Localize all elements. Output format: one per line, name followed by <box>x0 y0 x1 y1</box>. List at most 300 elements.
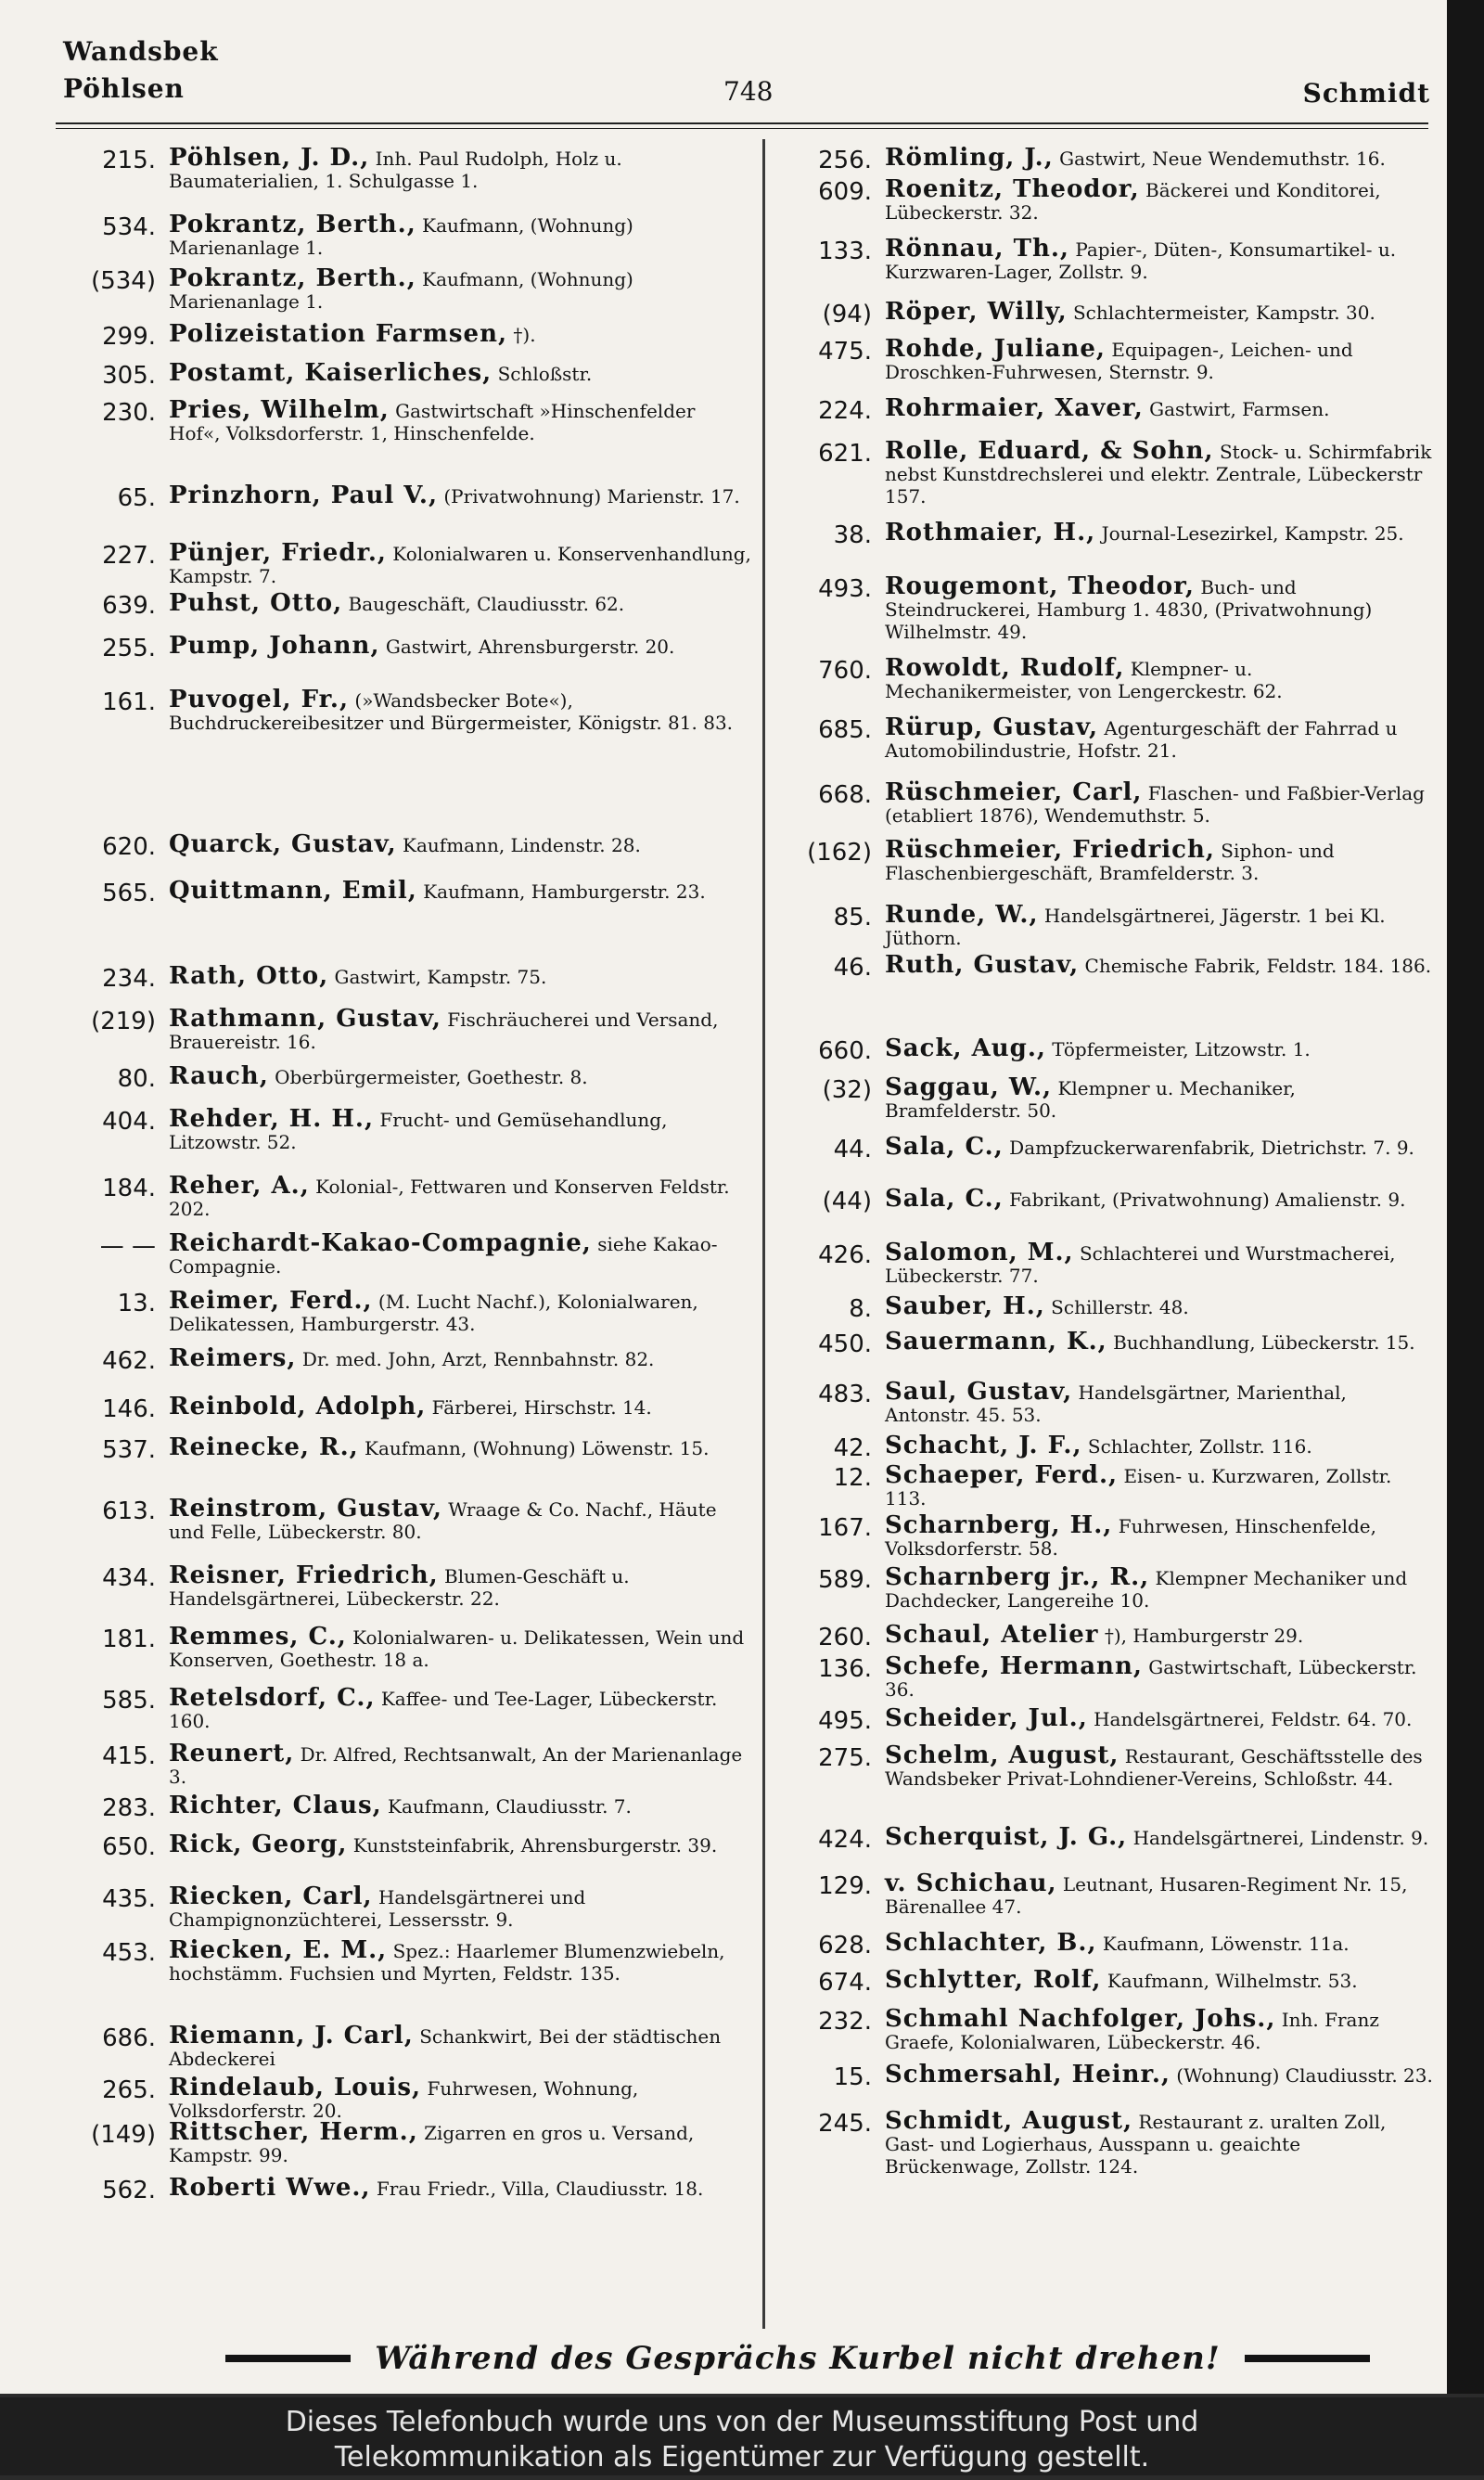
subscriber-name: Sack, Aug., <box>885 1034 1046 1062</box>
entry-text <box>885 2005 1438 2053</box>
entry-text <box>169 264 751 313</box>
directory-entry <box>772 654 1438 702</box>
subscriber-details: Restaurant z. uralten Zoll, Gast- und Logierhaus, Ausspann u. geaichte Brückenwage, Zollstr. 124. <box>885 2111 1387 2178</box>
directory-entry <box>56 1625 751 1671</box>
phone-number: 232. <box>818 2008 872 2036</box>
phone-number: 424. <box>818 1826 872 1854</box>
phone-number: 404. <box>102 1108 156 1136</box>
directory-entry <box>56 2174 751 2204</box>
subscriber-name: Schmidt, August, <box>885 2107 1133 2135</box>
entry-text <box>169 589 751 620</box>
entry-text <box>169 1229 751 1278</box>
directory-entry <box>772 175 1438 224</box>
phone-number: 453. <box>102 1939 156 1967</box>
subscriber-details: Gastwirt, Neue Wendemuthstr. 16. <box>1053 148 1386 170</box>
phone-number: (534) <box>91 267 156 295</box>
subscriber-name: Reinbold, Adolph, <box>169 1393 427 1420</box>
entry-text <box>169 2118 751 2166</box>
directory-entry <box>772 437 1438 508</box>
subscriber-name: Rohrmaier, Xaver, <box>885 394 1144 422</box>
entry-text <box>885 1621 1438 1651</box>
subscriber-details: Flaschen- und Faßbier-Verlag (etabliert 1876), Wendemuthstr. 5. <box>885 782 1425 827</box>
subscriber-details: Färberei, Hirschstr. 14. <box>426 1396 652 1419</box>
phone-number: 562. <box>102 2177 156 2204</box>
entry-text <box>169 213 751 259</box>
subscriber-details: Schlachter, Zollstr. 116. <box>1081 1435 1312 1458</box>
entry-text <box>169 1882 751 1931</box>
entry-text <box>169 1287 751 1335</box>
subscriber-name: Pump, Johann, <box>169 632 380 660</box>
subscriber-details: Schankwirt, Bei der städtischen Abdeckerei <box>169 2025 722 2070</box>
entry-text <box>885 836 1438 884</box>
subscriber-details: Inh. Paul Rudolph, Holz u. Baumaterialien, 1. Schulgasse 1. <box>169 148 622 192</box>
subscriber-details: Fuhrwesen, Wohnung, Volksdorferstr. 20. <box>169 2077 639 2122</box>
phone-number: 435. <box>102 1885 156 1913</box>
phone-number: (162) <box>807 839 872 867</box>
subscriber-details: Kunststeinfabrik, Ahrensburgerstr. 39. <box>347 1834 718 1857</box>
directory-entry <box>56 1742 751 1788</box>
directory-entry <box>56 1433 751 1464</box>
credit-notice <box>0 2397 1484 2475</box>
subscriber-name: Schacht, J. F., <box>885 1432 1082 1459</box>
entry-text <box>885 1511 1438 1560</box>
phone-number: 167. <box>818 1514 872 1542</box>
entry-text <box>885 437 1438 508</box>
entry-text <box>885 901 1438 949</box>
directory-entry <box>772 1292 1438 1323</box>
directory-entry <box>772 1741 1438 1790</box>
directory-entry <box>772 1034 1438 1065</box>
subscriber-name: Rath, Otto, <box>169 962 329 990</box>
directory-entry <box>56 830 751 861</box>
directory-entry <box>772 1511 1438 1560</box>
subscriber-name: Pries, Wilhelm, <box>169 396 390 424</box>
entry-text <box>169 1684 751 1732</box>
phone-number: 415. <box>102 1742 156 1770</box>
phone-number: 760. <box>818 657 872 685</box>
subscriber-details: Oberbürgermeister, Goethestr. 8. <box>268 1066 588 1088</box>
subscriber-details: Klempner- u. Mechanikermeister, von Lengerckestr. 62. <box>885 658 1283 702</box>
entry-text <box>885 1704 1438 1735</box>
directory-entry <box>56 962 751 993</box>
phone-number: 299. <box>102 323 156 351</box>
subscriber-details: (Wohnung) Claudiusstr. 23. <box>1170 2064 1433 2087</box>
subscriber-name: Reimer, Ferd., <box>169 1287 373 1315</box>
subscriber-details: Kaufmann, Löwenstr. 11a. <box>1096 1933 1350 1955</box>
directory-entry <box>772 298 1438 328</box>
entry-text <box>885 1929 1438 1960</box>
phone-number: 12. <box>833 1464 872 1492</box>
entry-text <box>885 1563 1438 1612</box>
subscriber-name: Rittscher, Herm., <box>169 2118 418 2146</box>
entry-text <box>885 335 1438 383</box>
banner-bar-left <box>225 2355 351 2362</box>
subscriber-name: Schaeper, Ferd., <box>885 1461 1119 1489</box>
subscriber-details: Schlachterei und Wurstmacherei, Lübeckerstr. 77. <box>885 1242 1396 1287</box>
phone-number: 224. <box>818 397 872 425</box>
directory-entry <box>772 1966 1438 1997</box>
entry-text <box>169 1172 751 1220</box>
footer-slogan: Während des Gesprächs Kurbel nicht drehen! <box>375 2340 1221 2377</box>
subscriber-details: Buchhandlung, Lübeckerstr. 15. <box>1107 1331 1415 1354</box>
subscriber-details: Handelsgärtner, Marienthal, Antonstr. 45. 53. <box>885 1381 1347 1426</box>
phone-number: (32) <box>822 1076 872 1104</box>
phone-number: 613. <box>102 1497 156 1525</box>
subscriber-details: Gastwirt, Ahrensburgerstr. 20. <box>379 636 675 658</box>
phone-number: 85. <box>833 904 872 932</box>
entry-text <box>169 877 751 907</box>
phone-number: 585. <box>102 1687 156 1715</box>
directory-entry <box>56 1794 751 1822</box>
directory-entry <box>772 394 1438 425</box>
directory-entry <box>772 1330 1438 1358</box>
directory-entry <box>772 1133 1438 1163</box>
directory-entry <box>56 1344 751 1375</box>
subscriber-details: Schillerstr. 48. <box>1044 1296 1189 1318</box>
subscriber-details: Papier-, Düten-, Konsumartikel- u. Kurzwaren-Lager, Zollstr. 9. <box>885 238 1397 283</box>
subscriber-name: Puvogel, Fr., <box>169 686 350 713</box>
subscriber-name: Rindelaub, Louis, <box>169 2074 422 2101</box>
phone-number: 146. <box>102 1395 156 1423</box>
phone-number: 534. <box>102 213 156 241</box>
directory-entry <box>56 484 751 512</box>
phone-number: 227. <box>102 542 156 570</box>
directory-entry <box>56 2024 751 2070</box>
subscriber-name: Retelsdorf, C., <box>169 1684 376 1712</box>
subscriber-details: Kaufmann, (Wohnung) Marienanlage 1. <box>169 214 633 259</box>
subscriber-name: Rürup, Gustav, <box>885 713 1099 741</box>
phone-number: 275. <box>818 1744 872 1772</box>
subscriber-name: Quarck, Gustav, <box>169 830 397 858</box>
phone-number: — — <box>99 1232 156 1260</box>
entry-text <box>169 1833 751 1861</box>
subscriber-name: Schlytter, Rolf, <box>885 1966 1102 1994</box>
subscriber-name: Pokrantz, Berth., <box>169 211 416 238</box>
phone-number: 686. <box>102 2024 156 2052</box>
subscriber-name: Roenitz, Theodor, <box>885 175 1140 203</box>
subscriber-details: Kaufmann, Hamburgerstr. 23. <box>416 880 706 903</box>
directory-entry <box>772 335 1438 383</box>
phone-number: 161. <box>102 688 156 716</box>
entry-text <box>169 2076 751 2122</box>
entry-text <box>885 2107 1438 2178</box>
phone-number: (94) <box>822 301 872 328</box>
entry-text <box>885 778 1438 827</box>
phone-number: 668. <box>818 781 872 809</box>
entry-text <box>169 1936 751 1985</box>
phone-number: 660. <box>818 1037 872 1065</box>
subscriber-name: Reher, A., <box>169 1172 310 1200</box>
subscriber-details: Buch- und Steindruckerei, Hamburg 1. 4830, (Privatwohnung) Wilhelmstr. 49. <box>885 576 1373 643</box>
entry-text <box>169 962 751 993</box>
phone-number: 13. <box>117 1290 156 1317</box>
phone-number: 537. <box>102 1436 156 1464</box>
subscriber-details: Kaufmann, Lindenstr. 28. <box>396 834 641 856</box>
subscriber-name: Roberti Wwe., <box>169 2174 371 2202</box>
directory-entry <box>56 1395 751 1423</box>
phone-number: 44. <box>833 1136 872 1163</box>
page-number: 748 <box>723 76 774 107</box>
phone-number: 565. <box>102 880 156 907</box>
directory-entry <box>772 1073 1438 1122</box>
subscriber-name: Salomon, M., <box>885 1239 1074 1266</box>
phone-number: 639. <box>102 592 156 620</box>
header-left <box>63 33 219 108</box>
subscriber-details: siehe Kakao-Compagnie. <box>169 1233 718 1278</box>
phone-number: 283. <box>102 1794 156 1822</box>
phone-number: 80. <box>117 1065 156 1093</box>
directory-entry <box>56 589 751 620</box>
subscriber-details: Kolonialwaren- u. Delikatessen, Wein und Konserven, Goethestr. 18 a. <box>169 1626 745 1671</box>
entry-text <box>885 1461 1438 1510</box>
entry-text <box>885 1330 1438 1358</box>
directory-entry <box>772 2063 1438 2091</box>
entry-text <box>169 1433 751 1464</box>
phone-number: 215. <box>102 147 156 174</box>
directory-entry <box>772 521 1438 549</box>
subscriber-name: Pünjer, Friedr., <box>169 539 387 567</box>
subscriber-details: Zigarren en gros u. Versand, Kampstr. 99. <box>169 2122 695 2166</box>
directory-entry <box>772 1241 1438 1287</box>
subscriber-name: Rüschmeier, Friedrich, <box>885 836 1215 864</box>
entry-text <box>885 1652 1438 1701</box>
subscriber-name: Rolle, Eduard, & Sohn, <box>885 437 1214 465</box>
phone-number: 450. <box>818 1330 872 1358</box>
phone-number: 256. <box>818 147 872 174</box>
phone-number: 685. <box>818 716 872 744</box>
entry-text <box>169 688 751 734</box>
subscriber-name: Schefe, Hermann, <box>885 1652 1143 1680</box>
phone-number: 255. <box>102 635 156 662</box>
entry-text <box>169 830 751 861</box>
subscriber-name: Puhst, Otto, <box>169 589 343 617</box>
phone-number: 475. <box>818 338 872 366</box>
phone-number: 609. <box>818 178 872 206</box>
credit-line-1: Dieses Telefonbuch wurde uns von der Museumsstiftung Post und <box>285 2406 1199 2438</box>
entry-text <box>885 1241 1438 1287</box>
subscriber-details: Inh. Franz Graefe, Kolonialwaren, Lübeckerstr. 46. <box>885 2009 1379 2053</box>
subscriber-details: Frau Friedr., Villa, Claudiusstr. 18. <box>370 2178 704 2200</box>
subscriber-name: Reisner, Friedrich, <box>169 1561 439 1589</box>
directory-entry <box>56 213 751 259</box>
subscriber-details: Kaufmann, Claudiusstr. 7. <box>381 1795 632 1818</box>
subscriber-name: Saul, Gustav, <box>885 1378 1073 1406</box>
subscriber-details: Töpfermeister, Litzowstr. 1. <box>1045 1038 1311 1060</box>
entry-text <box>169 1005 751 1053</box>
subscriber-details: Schloßstr. <box>492 363 593 385</box>
phone-number: 234. <box>102 965 156 993</box>
phone-number: 260. <box>818 1624 872 1651</box>
directory-entry <box>772 144 1438 174</box>
entry-text <box>885 1292 1438 1323</box>
directory-entry <box>56 1172 751 1220</box>
directory-entry <box>56 688 751 734</box>
subscriber-details: Klempner u. Mechaniker, Bramfelderstr. 50. <box>885 1077 1296 1122</box>
subscriber-name: Pöhlsen, J. D., <box>169 144 370 172</box>
subscriber-details: (»Wandsbecker Bote«), Buchdruckereibesitzer und Bürgermeister, Königstr. 81. 83. <box>169 689 734 734</box>
subscriber-name: Rüschmeier, Carl, <box>885 778 1143 806</box>
phone-number: 65. <box>117 484 156 512</box>
subscriber-name: Quittmann, Emil, <box>169 877 417 905</box>
entry-text <box>885 1073 1438 1122</box>
entry-text <box>885 572 1438 643</box>
directory-entry <box>56 144 751 192</box>
phone-number: 620. <box>102 833 156 861</box>
subscriber-name: Scherquist, J. G., <box>885 1823 1128 1851</box>
subscriber-name: Reinstrom, Gustav, <box>169 1495 442 1523</box>
credit-line-2: Telekommunikation als Eigentümer zur Verfügung gestellt. <box>334 2441 1150 2474</box>
entry-text <box>169 2024 751 2070</box>
subscriber-details: Journal-Lesezirkel, Kampstr. 25. <box>1095 522 1404 545</box>
entry-text <box>885 2063 1438 2091</box>
phone-number: 133. <box>818 238 872 265</box>
phone-number: 15. <box>833 2063 872 2091</box>
entry-text <box>169 1497 751 1543</box>
subscriber-details: Restaurant, Geschäftsstelle des Wandsbeker Privat-Lohndiener-Vereins, Schloßstr. 44. <box>885 1745 1423 1790</box>
subscriber-name: Schmahl Nachfolger, Johs., <box>885 2005 1276 2033</box>
subscriber-name: Prinzhorn, Paul V., <box>169 482 439 509</box>
subscriber-details: Gastwirtschaft »Hinschenfelder Hof«, Volksdorferstr. 1, Hinschenfelde. <box>169 400 696 444</box>
subscriber-details: Kaufmann, (Wohnung) Löwenstr. 15. <box>358 1437 710 1459</box>
subscriber-name: Riecken, Carl, <box>169 1882 373 1910</box>
directory-entry <box>772 901 1438 949</box>
entry-text <box>885 654 1438 702</box>
subscriber-name: Scheider, Jul., <box>885 1704 1088 1732</box>
subscriber-details: Leutnant, Husaren-Regiment Nr. 15, Bärenallee 47. <box>885 1873 1408 1918</box>
entry-text <box>169 320 751 351</box>
entry-text <box>169 484 751 512</box>
entry-text <box>169 2174 751 2204</box>
subscriber-name: v. Schichau, <box>885 1870 1057 1897</box>
entry-text <box>169 1561 751 1610</box>
subscriber-details: Chemische Fabrik, Feldstr. 184. 186. <box>1079 955 1432 977</box>
subscriber-details: (M. Lucht Nachf.), Kolonialwaren, Delikatessen, Hamburgerstr. 43. <box>169 1291 698 1335</box>
phone-number: 650. <box>102 1833 156 1861</box>
subscriber-details: Wraage & Co. Nachf., Häute und Felle, Lübeckerstr. 80. <box>169 1498 717 1543</box>
header-rule-thin <box>56 128 1428 129</box>
entry-text <box>169 1344 751 1375</box>
subscriber-name: Rougemont, Theodor, <box>885 572 1195 600</box>
subscriber-details: Kolonial-, Fettwaren und Konserven Feldstr. 202. <box>169 1176 730 1220</box>
entry-text <box>169 1062 751 1093</box>
subscriber-name: Rönnau, Th., <box>885 235 1069 263</box>
entry-text <box>885 144 1438 174</box>
entry-text <box>885 1378 1438 1426</box>
entry-text <box>169 1794 751 1822</box>
phone-number: 483. <box>818 1381 872 1408</box>
entry-text <box>885 175 1438 224</box>
subscriber-name: Reunert, <box>169 1740 295 1767</box>
subscriber-name: Röper, Willy, <box>885 298 1068 326</box>
subscriber-name: Runde, W., <box>885 901 1039 929</box>
directory-entry <box>56 877 751 907</box>
directory-entry <box>772 1434 1438 1462</box>
subscriber-details: Kaffee- und Tee-Lager, Lübeckerstr. 160. <box>169 1688 718 1732</box>
subscriber-details: †), Hamburgerstr 29. <box>1098 1625 1304 1647</box>
directory-entry <box>772 1823 1438 1854</box>
directory-entry <box>772 951 1438 982</box>
phone-number: 129. <box>818 1872 872 1900</box>
subscriber-details: Baugeschäft, Claudiusstr. 62. <box>342 593 625 615</box>
subscriber-details: Eisen- u. Kurzwaren, Zollstr. 113. <box>885 1465 1392 1510</box>
phone-number: 434. <box>102 1564 156 1592</box>
header-first-entry: Pöhlsen <box>63 73 185 104</box>
directory-entry <box>56 320 751 351</box>
directory-entry <box>56 1936 751 1985</box>
entry-text <box>885 1133 1438 1163</box>
entry-text <box>885 713 1438 762</box>
phone-number: 42. <box>833 1434 872 1462</box>
phone-number: 265. <box>102 2076 156 2104</box>
phone-number: 426. <box>818 1241 872 1269</box>
subscriber-details: Equipagen-, Leichen- und Droschken-Fuhrwesen, Sternstr. 9. <box>885 339 1353 383</box>
entry-text <box>885 1966 1438 1997</box>
entry-text <box>169 396 751 444</box>
directory-entry <box>772 1652 1438 1701</box>
subscriber-name: Ruth, Gustav, <box>885 951 1080 979</box>
subscriber-name: Riecken, E. M., <box>169 1936 388 1964</box>
phone-number: 493. <box>818 575 872 603</box>
entry-text <box>169 1105 751 1153</box>
subscriber-name: Rothmaier, H., <box>885 519 1096 546</box>
phone-number: 674. <box>818 1969 872 1997</box>
subscriber-details: Bäckerei und Konditorei, Lübeckerstr. 32. <box>885 179 1381 224</box>
column-divider <box>762 139 765 2329</box>
entry-text <box>885 235 1438 283</box>
banner-bar-right <box>1245 2355 1370 2362</box>
directory-entry <box>56 1005 751 1053</box>
directory-entry <box>772 1563 1438 1612</box>
subscriber-name: Reimers, <box>169 1344 297 1372</box>
directory-entry <box>772 235 1438 283</box>
phone-number: 305. <box>102 362 156 390</box>
subscriber-details: Handelsgärtnerei und Champignonzüchterei, Lessersstr. 9. <box>169 1886 586 1931</box>
subscriber-details: Spez.: Haarlemer Blumenzwiebeln, hochstämm. Fuchsien und Myrten, Feldstr. 135. <box>169 1940 725 1985</box>
phone-number: 621. <box>818 440 872 468</box>
subscriber-details: Gastwirtschaft, Lübeckerstr. 36. <box>885 1656 1417 1701</box>
entry-text <box>885 394 1438 425</box>
entry-text <box>169 632 751 662</box>
entry-text <box>885 1741 1438 1790</box>
entry-text <box>169 1742 751 1788</box>
subscriber-name: Riemann, J. Carl, <box>169 2022 414 2050</box>
entry-text <box>169 1625 751 1671</box>
subscriber-name: Reinecke, R., <box>169 1433 359 1461</box>
subscriber-details: Fischräucherei und Versand, Brauereistr. 16. <box>169 1009 719 1053</box>
subscriber-details: (Privatwohnung) Marienstr. 17. <box>438 485 740 508</box>
entry-text <box>885 951 1438 982</box>
subscriber-name: Sala, C., <box>885 1185 1004 1213</box>
subscriber-details: Handelsgärtnerei, Lindenstr. 9. <box>1127 1827 1429 1849</box>
directory-entry <box>772 1929 1438 1960</box>
entry-text <box>169 539 751 587</box>
directory-entry <box>56 2118 751 2166</box>
directory-entry <box>772 2107 1438 2178</box>
directory-entry <box>772 778 1438 827</box>
directory-entry <box>772 1704 1438 1735</box>
subscriber-name: Saggau, W., <box>885 1073 1053 1101</box>
subscriber-name: Schaul, Atelier <box>885 1621 1099 1649</box>
subscriber-details: Frucht- und Gemüsehandlung, Litzowstr. 52. <box>169 1109 668 1153</box>
subscriber-details: Kaufmann, Wilhelmstr. 53. <box>1101 1970 1358 1992</box>
directory-entry <box>56 264 751 313</box>
subscriber-name: Sauber, H., <box>885 1292 1045 1320</box>
subscriber-details: †). <box>507 324 536 346</box>
phone-number: 245. <box>818 2110 872 2138</box>
subscriber-name: Schmersahl, Heinr., <box>885 2061 1171 2088</box>
subscriber-name: Postamt, Kaiserliches, <box>169 359 493 387</box>
header-rule <box>56 122 1428 124</box>
